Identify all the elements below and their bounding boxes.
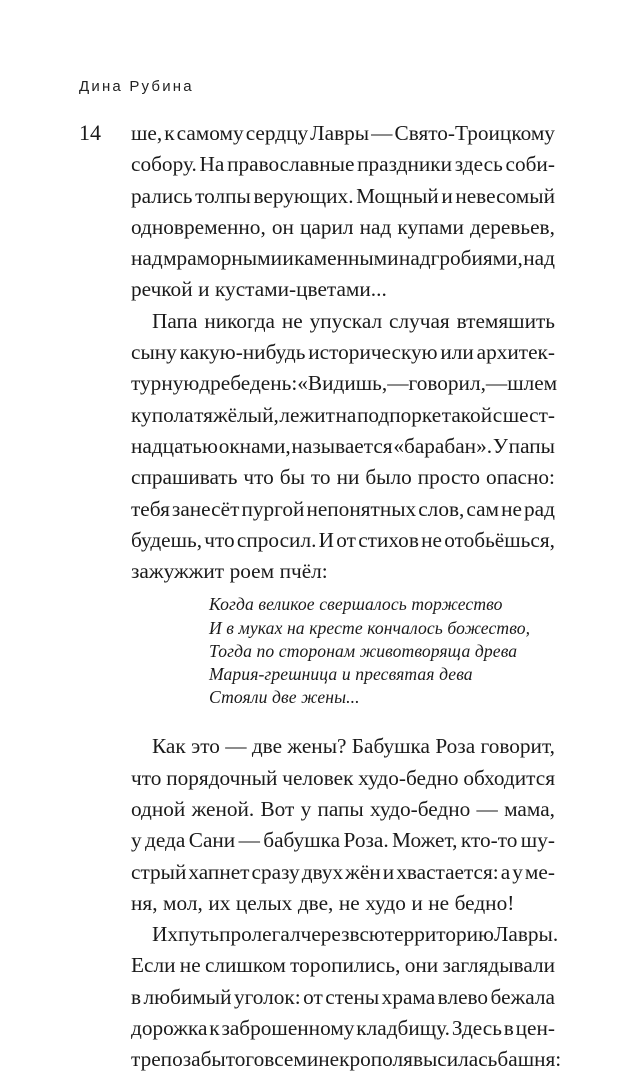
paragraph	[131, 919, 562, 1075]
text-line: одной женой. Вот у папы худо-бедно — мама,	[131, 796, 555, 821]
poem-line: Стояли две жены...	[209, 687, 360, 708]
text-line: ше, к самому сердцу Лавры — Свято-Троицкому	[131, 121, 555, 145]
text-line: турную дребедень: «Видишь, — говорил, — шлем	[131, 371, 558, 396]
text-line: в любимый уголок: от стены храма влево бежала	[131, 984, 555, 1009]
body-text	[131, 118, 562, 1076]
text-line: зажужжит роем пчёл:	[131, 559, 328, 584]
paragraph	[131, 306, 558, 588]
paragraph	[131, 731, 555, 919]
text-line: тебя занесёт пургой непонятных слов, сам не рад	[131, 496, 555, 521]
text-line: над мраморными и каменными надгробиями, над	[131, 246, 555, 271]
text-line: речкой и кустами-цветами...	[131, 277, 387, 302]
text-line: надцатью окнами, называется «барабан». У папы	[131, 433, 555, 458]
poem-line: Тогда по сторонам животворяща древа	[209, 640, 518, 661]
text-line: Как это — две жены? Бабушка Роза говорит,	[152, 734, 555, 759]
text-line: ня, мол, их целых две, не худо и не бедно!	[131, 890, 515, 915]
text-line: рались толпы верующих. Мощный и невесомый	[131, 183, 555, 208]
text-line: одновременно, он царил над купами деревьев,	[131, 214, 555, 239]
text-line: Если не слишком торопились, они заглядывали	[131, 953, 555, 978]
text-line: у деда Сани — бабушка Роза. Может, кто-то шу-	[131, 828, 555, 853]
poem-line: Мария-грешница и пресвятая дева	[209, 664, 473, 685]
poem-line: Когда великое свершалось торжество	[209, 594, 503, 615]
text-line: дорожка к заброшенному кладбищу. Здесь в цен-	[131, 1016, 555, 1041]
paragraph	[131, 118, 555, 306]
text-line: спрашивать что бы то ни было просто опасно:	[131, 465, 555, 490]
text-line: стрый хапнет сразу двух жён и хвастается: а у ме-	[131, 859, 555, 884]
text-line: что порядочный человек худо-бедно обходится	[131, 765, 555, 790]
paragraphs-before-poem	[131, 118, 558, 587]
poem-quote	[209, 593, 555, 709]
poem-line: И в муках на кресте кончалось божество,	[209, 617, 531, 638]
text-line: купола тяжёлый, лежит на подпорке такой с шест-	[131, 402, 555, 427]
running-head-author: Дина Рубина	[79, 78, 194, 95]
text-line: тре позабытого всеми некрополя высилась башня:	[131, 1047, 562, 1072]
text-line: сыну какую-нибудь историческую или архитек-	[131, 340, 555, 365]
page-number: 14	[79, 120, 101, 145]
paragraphs-after-poem	[131, 731, 562, 1075]
text-line: собору. На православные праздники здесь соби-	[131, 152, 555, 177]
text-line: Папа никогда не упускал случая втемяшить	[152, 308, 555, 333]
text-line: Их путь пролегал через всю территорию Лавры.	[152, 922, 559, 947]
text-line: будешь, что спросил. И от стихов не отобьёшься,	[131, 527, 555, 552]
